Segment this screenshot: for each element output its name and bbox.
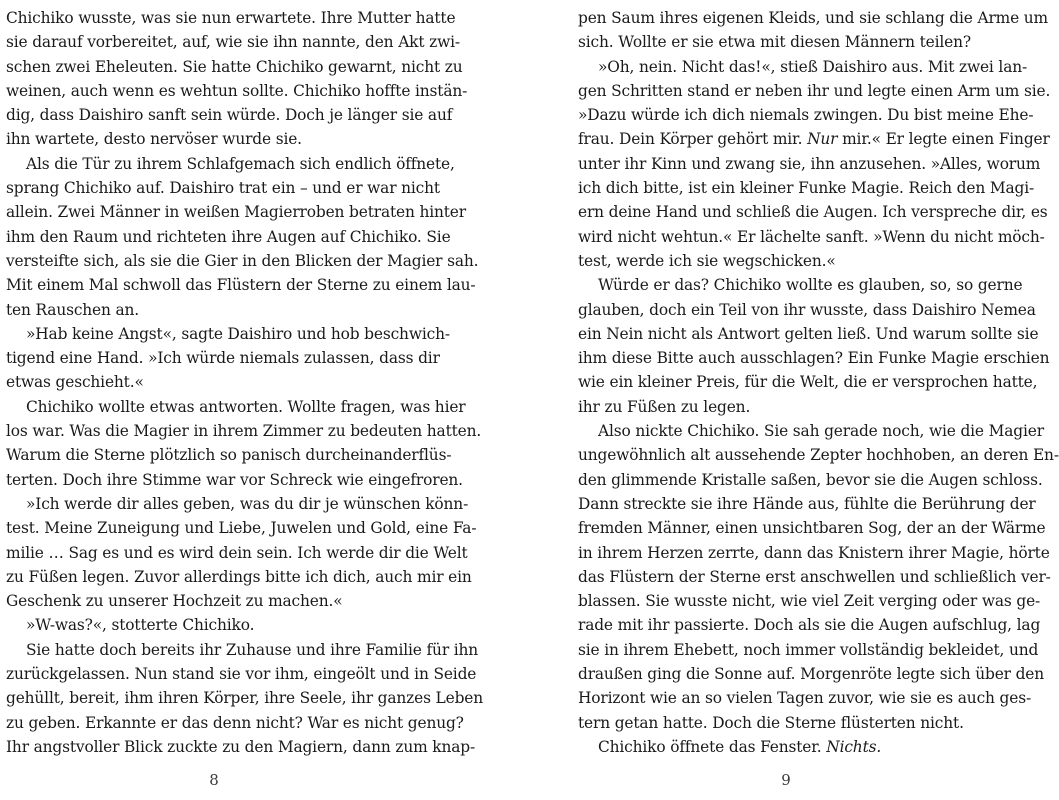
text-line: »Ich werde dir alles geben, was du dir je wünschen könn- [26,494,469,513]
text-line: zurückgelassen. Nun stand sie vor ihm, eingeölt und in Seide [6,665,477,684]
page-number-right: 9 [781,771,791,789]
page-number-left: 8 [209,771,219,789]
text-line: zu geben. Erkannte er das denn nicht? War es nicht genug? [6,713,464,732]
emphasis-word: Nichts. [826,737,882,756]
text-line: schen zwei Eheleuten. Sie hatte Chichiko gewarnt, nicht zu [6,57,463,76]
text-line: »Dazu würde ich dich niemals zwingen. Du bist meine Ehe- [578,106,1034,125]
text-line: »Oh, nein. Nicht das!«, stieß Daishiro aus. Mit zwei lan- [598,57,1028,76]
text-line: »Hab keine Angst«, sagte Daishiro und hob beschwich- [26,324,450,343]
text-line: milie … Sag es und es wird dein sein. Ich werde dir die Welt [6,543,468,562]
right-page [500,0,1059,800]
text-line: gen Schritten stand er neben ihr und legte einen Arm um sie. [578,81,1051,100]
text-line-with-emphasis [578,127,1050,151]
text-line: Ihr angstvoller Blick zuckte zu den Magiern, dann zum knap- [6,737,475,756]
text-line: Chichiko wusste, was sie nun erwartete. Ihre Mutter hatte [6,9,456,27]
text-line: test. Meine Zuneigung und Liebe, Juwelen und Gold, eine Fa- [6,519,477,538]
emphasis-word: Nur [807,130,838,149]
text-line: zu Füßen legen. Zuvor allerdings bitte ich dich, auch mir ein [6,567,472,586]
text-line: sich. Wollte er sie etwa mit diesen Männern teilen? [578,33,971,52]
text-line: Sie hatte doch bereits ihr Zuhause und ihre Familie für ihn [26,640,479,659]
text-segment: Chichiko öffnete das Fenster. [598,737,822,756]
text-line: tern getan hatte. Doch die Sterne flüsterten nicht. [578,713,964,732]
text-line: wie ein kleiner Preis, für die Welt, die er versprochen hatte, [578,373,1038,392]
text-line: unter ihr Kinn und zwang sie, ihn anzusehen. »Alles, worum [578,154,1041,173]
text-line: Mit einem Mal schwoll das Flüstern der Sterne zu einem lau- [6,276,476,295]
text-line: Geschenk zu unserer Hochzeit zu machen.« [6,592,343,611]
text-line: Also nickte Chichiko. Sie sah gerade noch, wie die Magier [598,422,1044,441]
text-line: wird nicht wehtun.« Er lächelte sanft. »Wenn du nicht möch- [578,227,1045,246]
text-line: ein Nein nicht als Antwort gelten ließ. Und warum sollte sie [578,324,1039,343]
left-page [0,0,500,800]
text-line: allein. Zwei Männer in weißen Magierroben betraten hinter [6,203,466,222]
text-line: weinen, auch wenn es wehtun sollte. Chichiko hoffte instän- [6,81,468,100]
text-line: etwas geschieht.« [6,373,144,392]
text-line: ihn wartete, desto nervöser wurde sie. [6,130,302,149]
text-line: Warum die Sterne plötzlich so panisch durcheinanderflüs- [6,446,452,465]
text-line: blassen. Sie wusste nicht, wie viel Zeit verging oder was ge- [578,592,1041,611]
text-line: Chichiko wollte etwas antworten. Wollte fragen, was hier [26,397,466,416]
text-line: sprang Chichiko auf. Daishiro trat ein – und er war nicht [6,179,440,198]
text-line: ten Rauschen an. [6,300,140,319]
text-line: Als die Tür zu ihrem Schlafgemach sich endlich öffnete, [26,154,455,173]
text-line: in ihrem Herzen zerrte, dann das Knistern ihrer Magie, hörte [578,543,1050,562]
text-line: terten. Doch ihre Stimme war vor Schreck wie eingefroren. [6,470,463,489]
text-line: Dann streckte sie ihre Hände aus, fühlte die Berührung der [578,494,1036,513]
text-line: »W-was?«, stotterte Chichiko. [26,616,255,635]
text-line: ungewöhnlich alt aussehende Zepter hochhoben, an deren En- [578,446,1059,465]
text-line: sie in ihrem Ehebett, noch immer vollständig bekleidet, und [578,640,1039,659]
text-line: Würde er das? Chichiko wollte es glauben, so, so gerne [598,276,1023,295]
text-line: sie darauf vorbereitet, auf, wie sie ihn nannte, den Akt zwi- [6,33,460,52]
text-line: tigend eine Hand. »Ich würde niemals zulassen, dass dir [6,349,440,368]
left-page-text [6,6,484,759]
text-line: pen Saum ihres eigenen Kleids, und sie schlang die Arme um [578,9,1048,27]
text-segment: mir.« Er legte einen Finger [837,130,1050,149]
text-line: draußen ging die Sonne auf. Morgenröte legte sich über den [578,665,1045,684]
text-line: los war. Was die Magier in ihrem Zimmer zu bedeuten hatten. [6,422,482,441]
text-line: ich dich bitte, ist ein kleiner Funke Magie. Reich den Magi- [578,179,1035,198]
text-line: gehüllt, bereit, ihm ihren Körper, ihre Seele, ihr ganzes Leben [6,689,484,708]
text-line-with-emphasis [578,735,998,759]
text-line: ihm den Raum und richteten ihre Augen auf Chichiko. Sie [6,227,451,246]
text-line: ihm diese Bitte auch ausschlagen? Ein Funke Magie erschien [578,349,1050,368]
text-line: Horizont wie an so vielen Tagen zuvor, wie sie es auch ges- [578,689,1032,708]
text-line: das Flüstern der Sterne erst anschwellen und schließlich ver- [578,567,1051,586]
text-line: versteifte sich, als sie die Gier in den Blicken der Magier sah. [6,251,479,270]
right-page-text [578,6,1059,759]
text-line: dig, dass Daishiro sanft sein würde. Doch je länger sie auf [6,106,453,125]
text-segment: frau. Dein Körper gehört mir. [578,130,803,149]
text-line: ern deine Hand und schließ die Augen. Ich verspreche dir, es [578,203,1048,222]
text-line: den glimmende Kristalle saßen, bevor sie die Augen schloss. [578,470,1043,489]
text-line: rade mit ihr passierte. Doch als sie die Augen aufschlug, lag [578,616,1041,635]
text-line: glauben, doch ein Teil von ihr wusste, dass Daishiro Nemea [578,300,1036,319]
text-line: ihr zu Füßen zu legen. [578,397,751,416]
text-line: fremden Männer, einen unsichtbaren Sog, der an der Wärme [578,519,1046,538]
text-line: test, werde ich sie wegschicken.« [578,251,836,270]
